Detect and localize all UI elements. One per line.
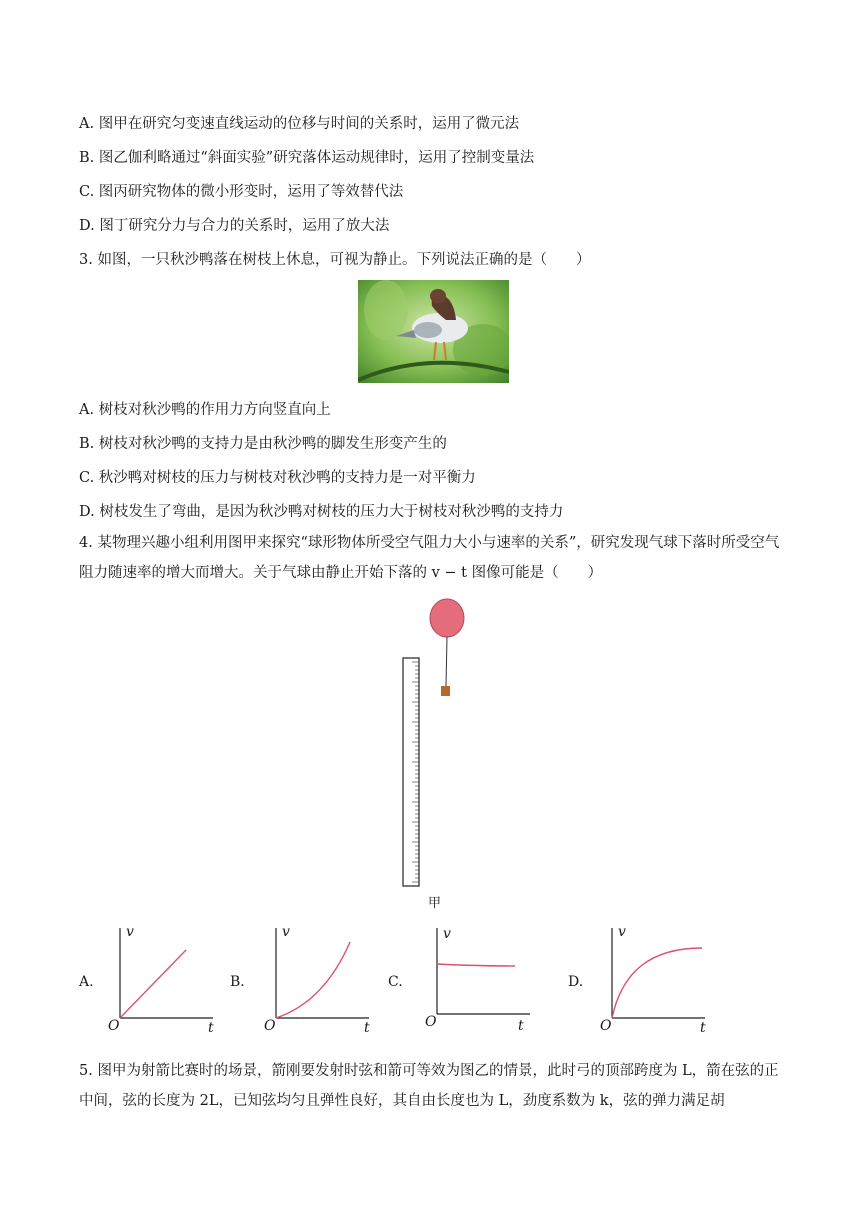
graph-d — [600, 922, 710, 1038]
graph-c-origin: O — [425, 1014, 437, 1030]
graph-c-v-label: v — [443, 926, 451, 942]
q3-stem: 3. 如图，一只秋沙鸭落在树枝上休息，可视为静止。下列说法正确的是（ ） — [79, 252, 591, 268]
graph-b-t-label: t — [364, 1020, 370, 1036]
balloon-ruler-figure — [395, 598, 485, 902]
q3-option-b: B. 树枝对秋沙鸭的支持力是由秋沙鸭的脚发生形变产生的 — [79, 436, 447, 452]
q2-option-c: C. 图丙研究物体的微小形变时，运用了等效替代法 — [79, 184, 404, 200]
graph-d-curve — [612, 948, 702, 1018]
q4-stem: 4. 某物理兴趣小组利用图甲来探究“球形物体所受空气阻力大小与速率的关系”，研究发现气球下落时所受空气阻力随速率的增大而增大。关于气球由静止开始下落的 v − t 图像可能是（ ） — [79, 535, 780, 581]
graph-d-t-label: t — [700, 1020, 706, 1036]
figure-caption: 甲 — [428, 896, 442, 911]
q2-option-a: A. 图甲在研究匀变速直线运动的位移与时间的关系时，运用了微元法 — [79, 116, 520, 132]
graph-b — [264, 922, 374, 1038]
q4-option-c-label: C. — [388, 974, 403, 990]
q4-option-d-label: D. — [568, 974, 584, 990]
q3-option-d: D. 树枝发生了弯曲，是因为秋沙鸭对树枝的压力大于树枝对秋沙鸭的支持力 — [79, 504, 564, 520]
graph-b-origin: O — [264, 1018, 276, 1034]
graph-a — [108, 922, 218, 1038]
graph-a-origin: O — [108, 1018, 120, 1034]
duck-photo — [358, 280, 509, 383]
graph-b-v-label: v — [282, 924, 290, 940]
graph-d-v-label: v — [618, 924, 626, 940]
graph-a-curve — [120, 950, 186, 1018]
graph-d-origin: O — [600, 1018, 612, 1034]
q3-option-a: A. 树枝对秋沙鸭的作用力方向竖直向上 — [79, 402, 331, 418]
q2-option-b: B. 图乙伽利略通过“斜面实验”研究落体运动规律时，运用了控制变量法 — [79, 150, 535, 166]
graph-a-t-label: t — [208, 1020, 214, 1036]
graph-c-t-label: t — [518, 1018, 524, 1034]
q4-option-a-label: A. — [79, 974, 94, 990]
graph-b-curve — [276, 942, 350, 1018]
q3-option-c: C. 秋沙鸭对树枝的压力与树枝对秋沙鸭的支持力是一对平衡力 — [79, 470, 476, 486]
graph-a-v-label: v — [126, 924, 134, 940]
q2-option-d: D. 图丁研究分力与合力的关系时，运用了放大法 — [79, 218, 390, 234]
q5-stem: 5. 图甲为射箭比赛时的场景，箭刚要发射时弦和箭可等效为图乙的情景，此时弓的顶部跨度为 L，箭在弦的正中间，弦的长度为 2L，已知弦均匀且弹性良好，其自由长度也为 L，劲度系数为 k，弦的弹力满足胡 — [79, 1063, 779, 1109]
graph-c-curve — [437, 964, 515, 966]
q4-option-b-label: B. — [230, 974, 245, 990]
